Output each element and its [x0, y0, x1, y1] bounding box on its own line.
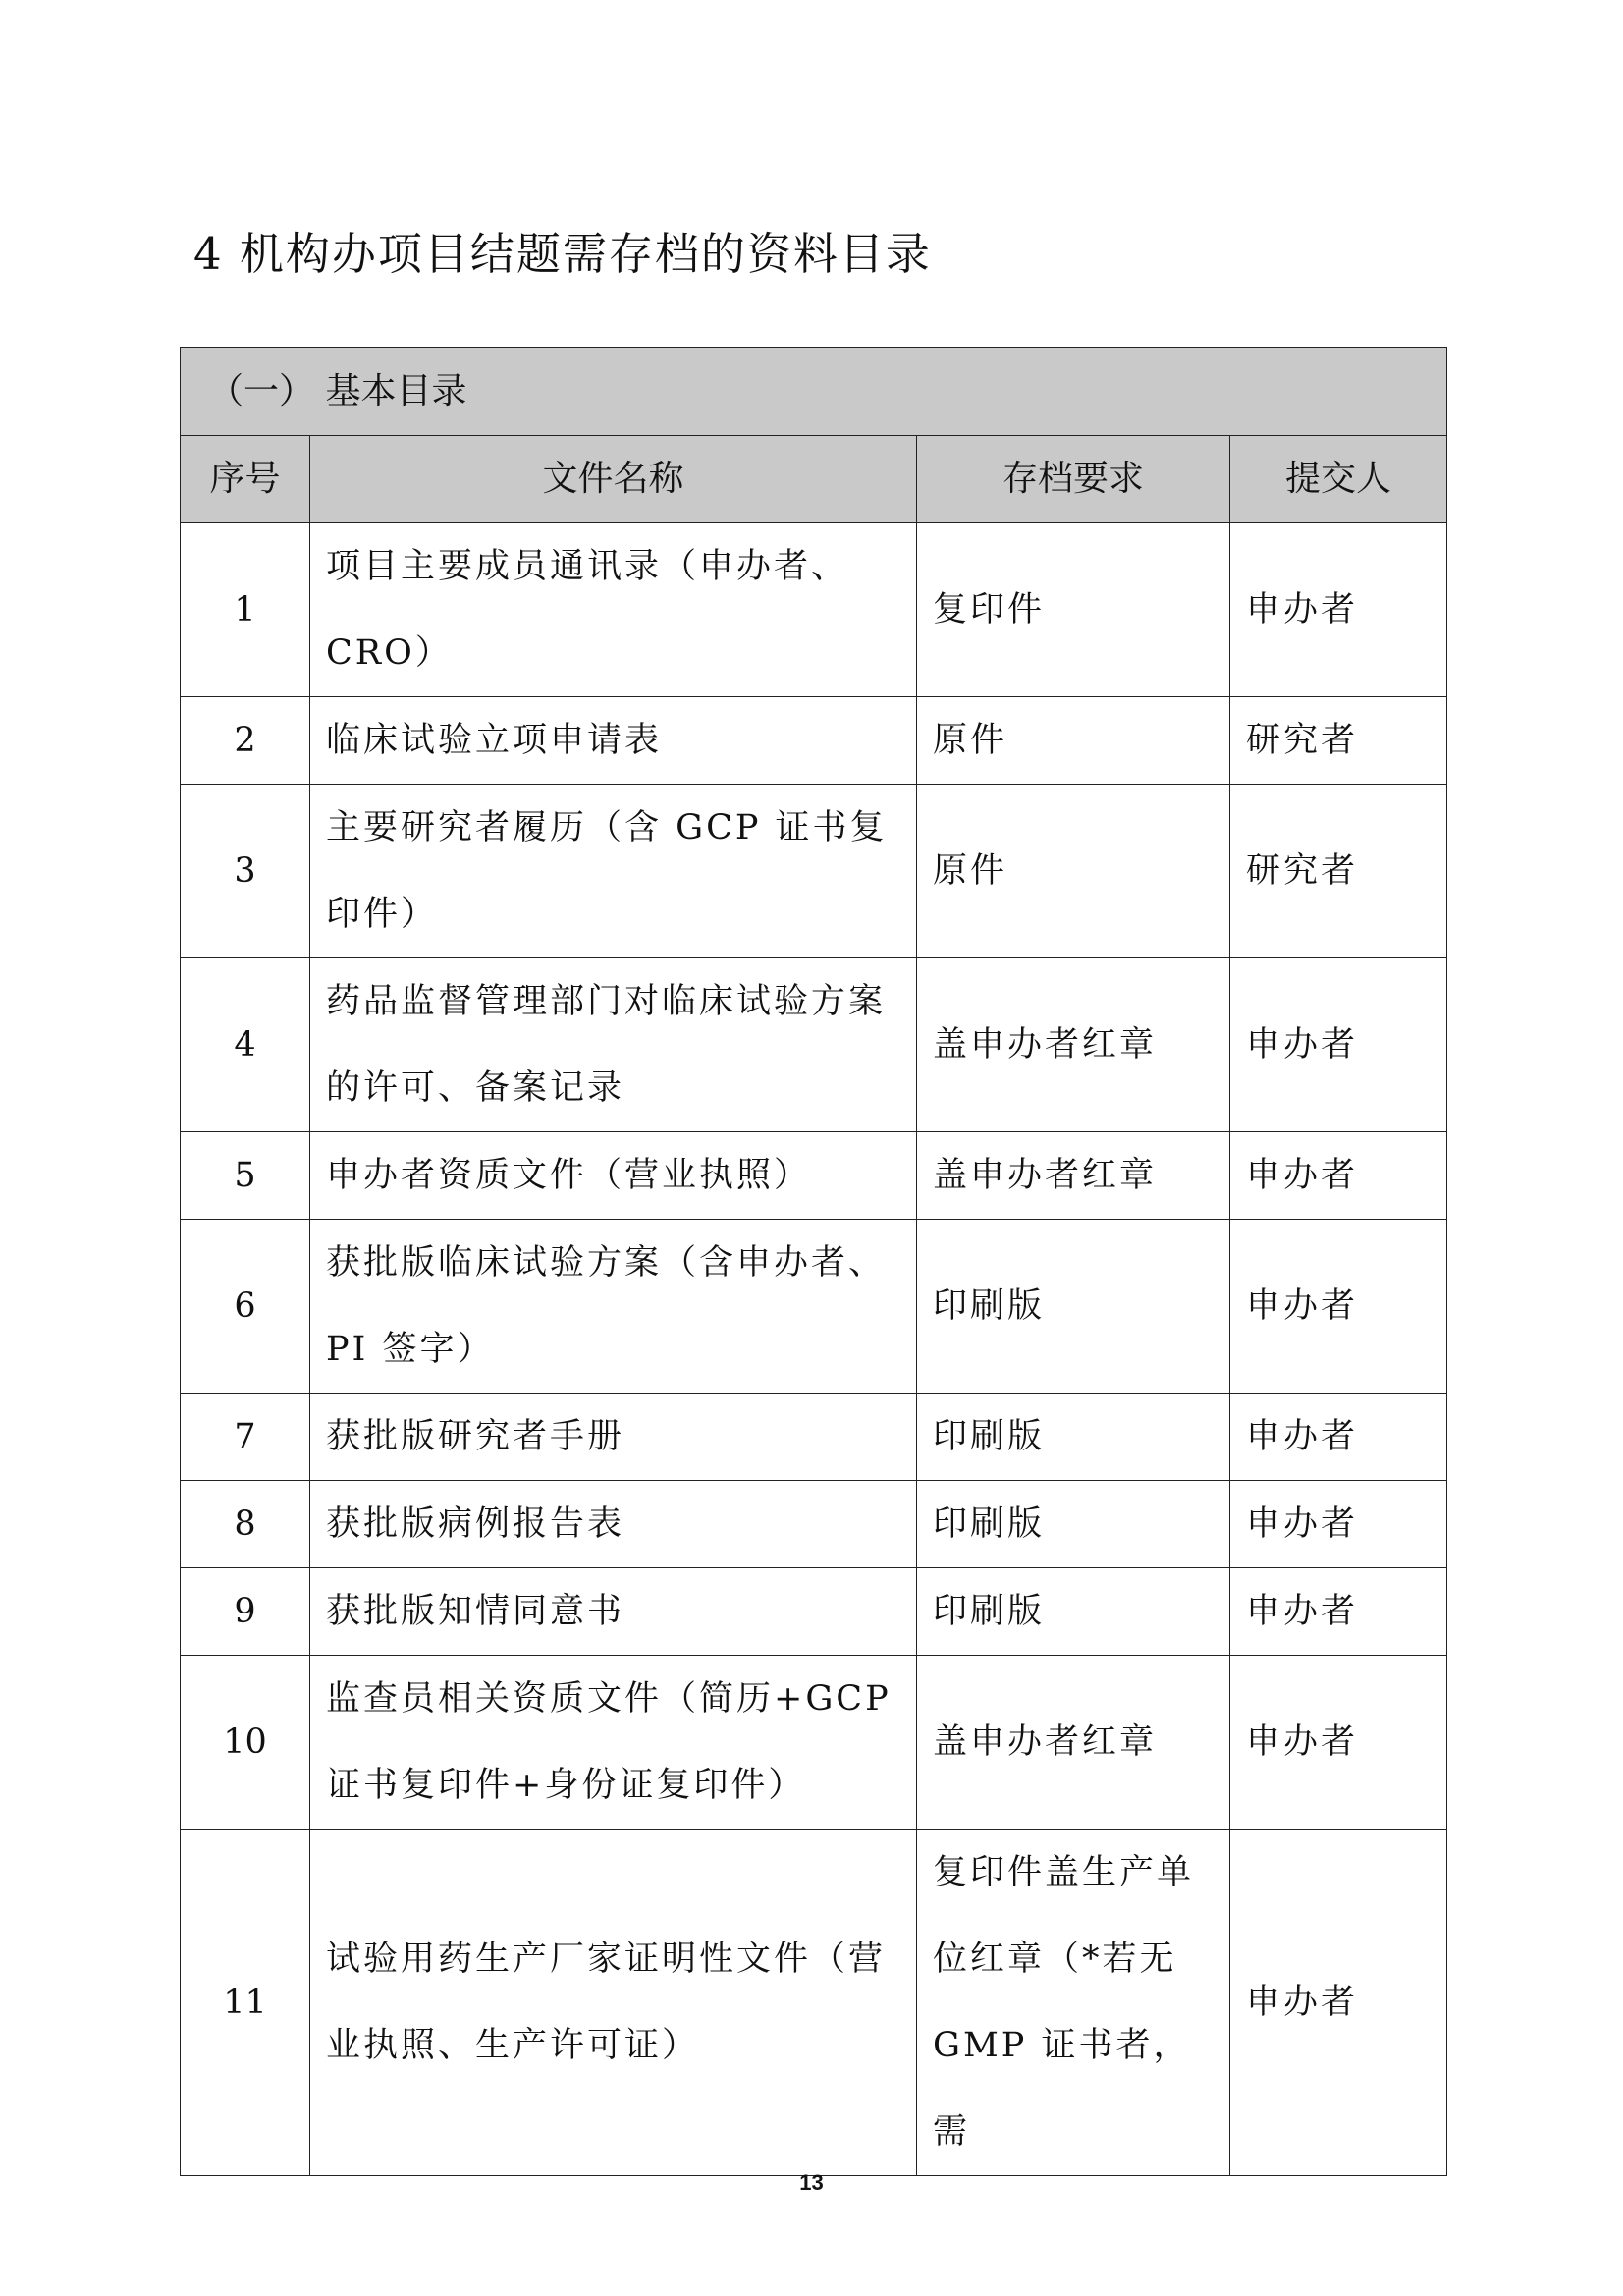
- row-number: 9: [181, 1568, 310, 1656]
- row-number: 4: [181, 958, 310, 1132]
- requirement-cell: 复印件: [917, 523, 1230, 697]
- row-number: 1: [181, 523, 310, 697]
- submitter-cell: 申办者: [1230, 1830, 1447, 2176]
- row-number: 3: [181, 785, 310, 958]
- file-name-cell: 试验用药生产厂家证明性文件（营业执照、生产许可证）: [310, 1830, 917, 2176]
- file-name-cell: 获批版病例报告表: [310, 1481, 917, 1568]
- submitter-cell: 申办者: [1230, 1568, 1447, 1656]
- file-name-cell: 药品监督管理部门对临床试验方案的许可、备案记录: [310, 958, 917, 1132]
- file-name-cell: 临床试验立项申请表: [310, 697, 917, 785]
- requirement-cell: 印刷版: [917, 1220, 1230, 1394]
- submitter-cell: 研究者: [1230, 697, 1447, 785]
- row-number: 7: [181, 1394, 310, 1481]
- submitter-cell: 申办者: [1230, 1656, 1447, 1830]
- column-header-file-name: 文件名称: [310, 436, 917, 523]
- file-name-cell: 获批版研究者手册: [310, 1394, 917, 1481]
- submitter-cell: 申办者: [1230, 1132, 1447, 1220]
- submitter-cell: 申办者: [1230, 523, 1447, 697]
- submitter-cell: 申办者: [1230, 1481, 1447, 1568]
- file-name-cell: 项目主要成员通讯录（申办者、CRO）: [310, 523, 917, 697]
- row-number: 10: [181, 1656, 310, 1830]
- table-row: [181, 1132, 1447, 1220]
- table-row: [181, 1481, 1447, 1568]
- submitter-cell: 申办者: [1230, 958, 1447, 1132]
- submitter-cell: 研究者: [1230, 785, 1447, 958]
- table-row: [181, 523, 1447, 697]
- row-number: 11: [181, 1830, 310, 2176]
- row-number: 5: [181, 1132, 310, 1220]
- page-number: 13: [799, 2170, 824, 2195]
- table-row: [181, 958, 1447, 1132]
- requirement-cell: 原件: [917, 785, 1230, 958]
- requirement-cell: 印刷版: [917, 1568, 1230, 1656]
- requirement-cell: 盖申办者红章: [917, 958, 1230, 1132]
- table-header-row: [181, 436, 1447, 523]
- table-row: [181, 1394, 1447, 1481]
- row-number: 8: [181, 1481, 310, 1568]
- table-row: [181, 1220, 1447, 1394]
- requirement-cell: 印刷版: [917, 1481, 1230, 1568]
- column-header-number: 序号: [181, 436, 310, 523]
- file-name-cell: 主要研究者履历（含 GCP 证书复印件）: [310, 785, 917, 958]
- file-name-cell: 申办者资质文件（营业执照）: [310, 1132, 917, 1220]
- requirement-cell: 复印件盖生产单位红章（*若无GMP 证书者，需: [917, 1830, 1230, 2176]
- page-title: 4 机构办项目结题需存档的资料目录: [193, 228, 932, 280]
- requirement-cell: 印刷版: [917, 1394, 1230, 1481]
- table-row: [181, 697, 1447, 785]
- table-row: [181, 1568, 1447, 1656]
- file-name-cell: 监查员相关资质文件（简历+GCP证书复印件+身份证复印件）: [310, 1656, 917, 1830]
- file-name-cell: 获批版知情同意书: [310, 1568, 917, 1656]
- submitter-cell: 申办者: [1230, 1220, 1447, 1394]
- requirement-cell: 盖申办者红章: [917, 1656, 1230, 1830]
- requirement-cell: 原件: [917, 697, 1230, 785]
- column-header-archive-requirement: 存档要求: [917, 436, 1230, 523]
- archive-document-table: [180, 347, 1447, 2176]
- column-header-submitter: 提交人: [1230, 436, 1447, 523]
- file-name-cell: 获批版临床试验方案（含申办者、PI 签字）: [310, 1220, 917, 1394]
- table-row: [181, 1656, 1447, 1830]
- table-row: [181, 1830, 1447, 2176]
- requirement-cell: 盖申办者红章: [917, 1132, 1230, 1220]
- submitter-cell: 申办者: [1230, 1394, 1447, 1481]
- row-number: 2: [181, 697, 310, 785]
- row-number: 6: [181, 1220, 310, 1394]
- table-row: [181, 785, 1447, 958]
- section-header-row: [181, 348, 1447, 436]
- section-title: （一） 基本目录: [181, 348, 1447, 436]
